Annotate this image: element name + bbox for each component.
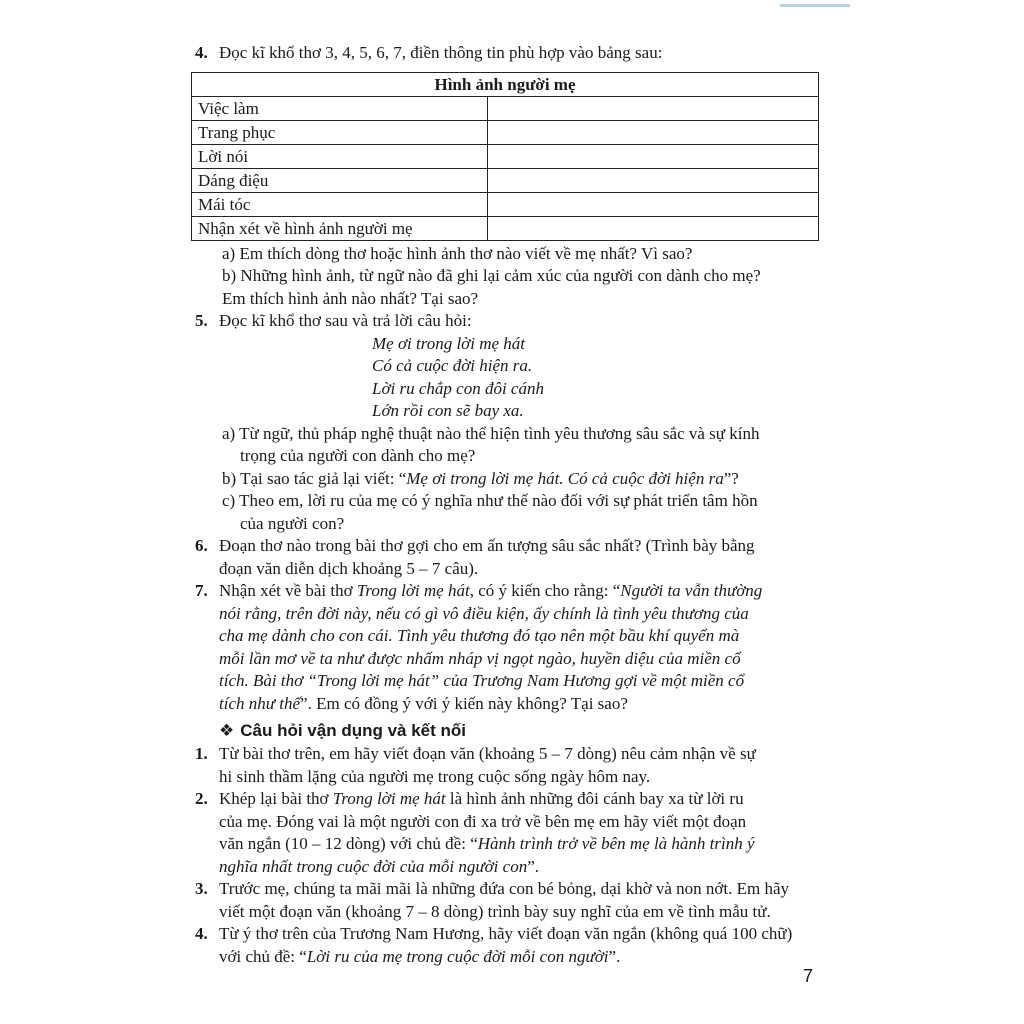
poem-title: Trong lời mẹ hát xyxy=(356,581,470,600)
question-number: 1. xyxy=(195,744,208,763)
table-answer-cell xyxy=(488,144,819,168)
question-text-line xyxy=(219,670,827,693)
question-text-line xyxy=(219,788,827,811)
quote-text: Lời ru của mẹ trong cuộc đời mỗi con người xyxy=(306,946,609,966)
quote-text: Hành trình trở về bên mẹ là hành trình ý xyxy=(477,834,755,853)
question-text-line xyxy=(219,580,827,603)
poem-line: Lớn rồi con sẽ bay xa. xyxy=(372,401,524,420)
question-4 xyxy=(195,42,827,65)
text-run: Khép lại bài thơ xyxy=(219,789,333,808)
quote-text: cha mẹ dành cho con cái. Tình yêu thương đó tạo nên một bầu khí quyển mà xyxy=(219,626,740,645)
question-5c-line2: của người con? xyxy=(240,513,345,533)
question-6 xyxy=(195,535,827,580)
poem-line: Lời ru chắp con đôi cánh xyxy=(372,378,544,398)
question-4b-line1: b) Những hình ảnh, từ ngữ nào đã ghi lại cảm xúc của người con dành cho mẹ? xyxy=(222,266,761,285)
quote-text: tích như thế xyxy=(219,693,301,713)
table-row xyxy=(192,144,819,168)
question-text-line xyxy=(219,625,827,648)
quote-text: tích. Bài thơ “Trong lời mẹ hát” của Trương Nam Hương gợi về một miền cổ xyxy=(219,671,745,690)
question-number: 5. xyxy=(195,311,208,330)
poem-line: Mẹ ơi trong lời mẹ hát xyxy=(372,333,526,353)
section-title: Câu hỏi vận dụng và kết nối xyxy=(240,721,466,740)
section-heading xyxy=(195,719,827,743)
question-4a: a) Em thích dòng thơ hoặc hình ảnh thơ nào viết về mẹ nhất? Vì sao? xyxy=(222,243,693,263)
table-row xyxy=(192,96,819,120)
question-text-line: đoạn văn diễn dịch khoảng 5 – 7 câu). xyxy=(219,558,479,578)
table-row xyxy=(192,216,819,240)
question-5c-line1: c) Theo em, lời ru của mẹ có ý nghĩa như thế nào đối với sự phát triển tâm hồn xyxy=(222,491,758,510)
question-text-line xyxy=(219,946,827,969)
table-row-label: Dáng điệu xyxy=(192,168,488,192)
question-text-line: viết một đoạn văn (khoảng 7 – 8 dòng) trình bày suy nghĩ của em về tình mẫu tử. xyxy=(219,901,771,921)
question-text-line: hi sinh thầm lặng của người mẹ trong cuộc sống ngày hôm nay. xyxy=(219,766,651,786)
diamond-bullet-icon: ❖ xyxy=(219,721,235,740)
top-decoration-rule xyxy=(780,4,850,7)
application-question-1 xyxy=(195,743,827,788)
text-run: ”. xyxy=(608,946,621,966)
page-number: 7 xyxy=(803,966,814,986)
table-answer-cell xyxy=(488,216,819,240)
question-5 xyxy=(195,310,827,333)
page-content xyxy=(195,42,827,968)
text-run: là hình ảnh những đôi cánh bay xa từ lời ru xyxy=(445,789,744,808)
text-run: b) Tại sao tác giả lại viết: “ xyxy=(222,468,407,488)
question-text-line: Từ bài thơ trên, em hãy viết đoạn văn (khoảng 5 – 7 dòng) nêu cảm nhận về sự xyxy=(219,744,756,763)
question-number: 3. xyxy=(195,879,208,898)
question-5a-line1: a) Từ ngữ, thủ pháp nghệ thuật nào thể hiện tình yêu thương sâu sắc và sự kính xyxy=(222,423,760,443)
table-row-label: Mái tóc xyxy=(192,192,488,216)
text-run: văn ngắn (10 – 12 dòng) với chủ đề: “ xyxy=(219,834,478,853)
question-text-line xyxy=(219,693,827,716)
poem-excerpt xyxy=(195,333,827,423)
question-text-line: của mẹ. Đóng vai là một người con đi xa trở về bên mẹ em hãy viết một đoạn xyxy=(219,811,747,831)
text-run: ”. xyxy=(527,856,539,876)
table-row-label: Việc làm xyxy=(192,96,488,120)
mother-image-table xyxy=(191,72,819,241)
table-answer-cell xyxy=(488,96,819,120)
question-text-line: Đoạn thơ nào trong bài thơ gợi cho em ấn tượng sâu sắc nhất? (Trình bày bằng xyxy=(219,536,755,555)
text-run: với chủ đề: “ xyxy=(219,946,307,966)
question-text: Đọc kĩ khổ thơ sau và trả lời câu hỏi: xyxy=(219,311,472,330)
question-number: 4. xyxy=(195,924,208,943)
table-row xyxy=(192,192,819,216)
question-text-line xyxy=(219,603,827,626)
quote-text: nói rằng, trên đời này, nếu có gì vô điều kiện, ấy chính là tình yêu thương của xyxy=(219,603,749,623)
text-run: Nhận xét về bài thơ xyxy=(219,581,357,600)
application-question-2 xyxy=(195,788,827,878)
table-answer-cell xyxy=(488,192,819,216)
table-answer-cell xyxy=(488,120,819,144)
question-text-line xyxy=(219,833,827,856)
question-text-line: Trước mẹ, chúng ta mãi mãi là những đứa con bé bỏng, dại khờ và non nớt. Em hãy xyxy=(219,879,790,898)
table-row xyxy=(192,168,819,192)
table-row xyxy=(192,120,819,144)
question-text-line: Từ ý thơ trên của Trương Nam Hương, hãy viết đoạn văn ngắn (không quá 100 chữ) xyxy=(219,924,793,943)
quote-text: nghĩa nhất trong cuộc đời của mỗi người con xyxy=(219,856,528,876)
question-number: 4. xyxy=(195,43,208,62)
table-header: Hình ảnh người mẹ xyxy=(192,72,819,96)
application-question-4 xyxy=(195,923,827,968)
application-question-3 xyxy=(195,878,827,923)
question-number: 6. xyxy=(195,536,208,555)
table-answer-cell xyxy=(488,168,819,192)
text-run: , có ý kiến cho rằng: “ xyxy=(469,581,621,600)
question-number: 7. xyxy=(195,581,208,600)
question-5a-line2: trọng của người con dành cho mẹ? xyxy=(240,446,476,465)
question-text-line xyxy=(219,648,827,671)
question-5b xyxy=(195,468,827,491)
table-row-label: Trang phục xyxy=(192,120,488,144)
question-text: Đọc kĩ khổ thơ 3, 4, 5, 6, 7, điền thông tin phù hợp vào bảng sau: xyxy=(219,43,663,62)
quote-text: mỗi lần mơ về ta như được nhấm nháp vị ngọt ngào, huyền diệu của miền cổ xyxy=(219,648,741,668)
table-row-label: Nhận xét về hình ảnh người mẹ xyxy=(192,216,488,240)
question-4b-line2: Em thích hình ảnh nào nhất? Tại sao? xyxy=(222,288,479,308)
poem-line: Có cả cuộc đời hiện ra. xyxy=(372,356,533,375)
table-row-label: Lời nói xyxy=(192,144,488,168)
text-run: ”. Em có đồng ý với ý kiến này không? Tại sao? xyxy=(300,693,628,713)
text-run: ”? xyxy=(723,468,739,488)
question-number: 2. xyxy=(195,789,208,808)
quote-text: Người ta vẫn thường xyxy=(620,581,763,600)
question-7 xyxy=(195,580,827,715)
quote-text: Mẹ ơi trong lời mẹ hát. Có cả cuộc đời hiện ra xyxy=(406,468,724,488)
poem-title: Trong lời mẹ hát xyxy=(332,789,446,808)
question-text-line xyxy=(219,856,827,879)
